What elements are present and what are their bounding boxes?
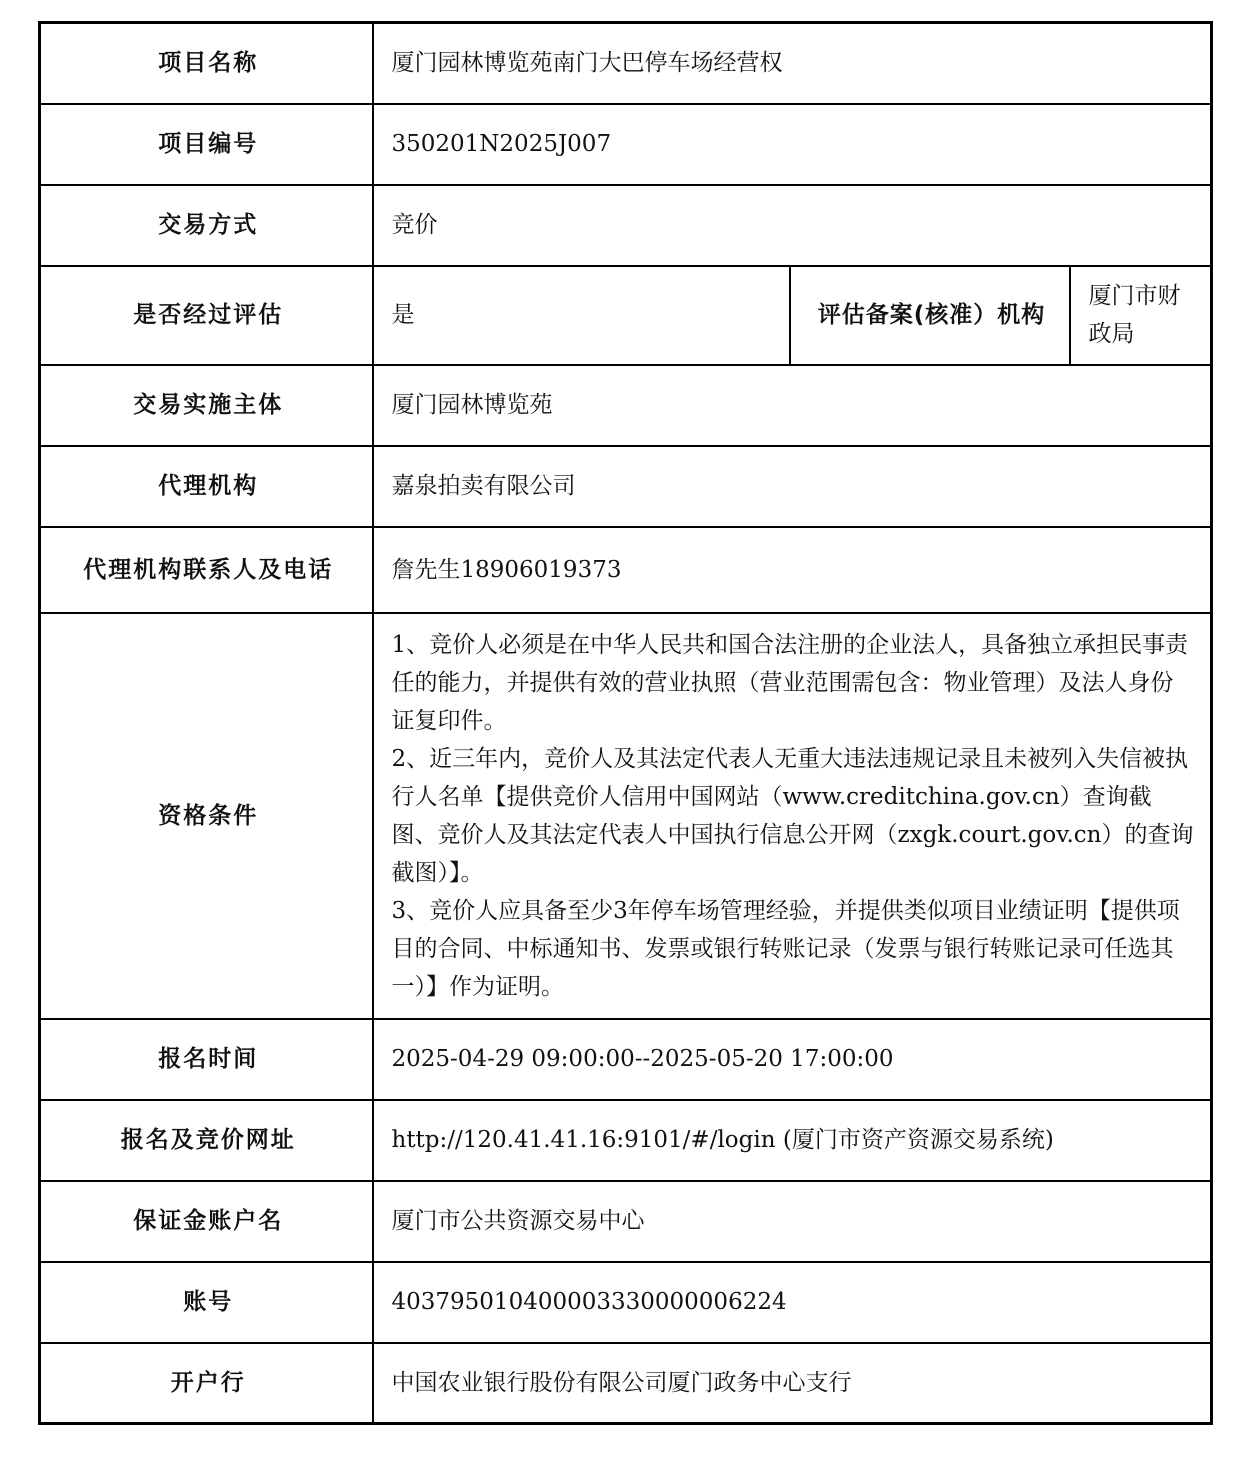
value-project-number: 350201N2025J007 [373,104,1212,185]
value-deposit-account-name: 厦门市公共资源交易中心 [373,1181,1212,1262]
value-bid-url: http://120.41.41.16:9101/#/login (厦门市资产资源交易系统) [373,1100,1212,1181]
value-project-name: 厦门园林博览苑南门大巴停车场经营权 [373,23,1212,104]
label-deposit-account-name: 保证金账户名 [40,1181,373,1262]
row-project-number [40,104,1212,185]
label-registration-time: 报名时间 [40,1019,373,1100]
row-agent-contact [40,527,1212,613]
row-deposit-account-name [40,1181,1212,1262]
label-project-name: 项目名称 [40,23,373,104]
value-evaluation-agency: 厦门市财政局 [1070,266,1212,365]
row-bank [40,1343,1212,1424]
label-project-number: 项目编号 [40,104,373,185]
label-evaluation-agency: 评估备案(核准）机构 [790,266,1070,365]
label-implementer: 交易实施主体 [40,365,373,446]
project-info-table [38,21,1213,1425]
value-implementer: 厦门园林博览苑 [373,365,1212,446]
value-evaluated: 是 [373,266,790,365]
row-evaluated [40,266,1212,365]
label-agent-contact: 代理机构联系人及电话 [40,527,373,613]
value-registration-time: 2025-04-29 09:00:00--2025-05-20 17:00:00 [373,1019,1212,1100]
row-implementer [40,365,1212,446]
label-agent: 代理机构 [40,446,373,527]
label-trade-method: 交易方式 [40,185,373,266]
value-agent: 嘉泉拍卖有限公司 [373,446,1212,527]
row-qualification [40,613,1212,1019]
qualification-item-2: 2、近三年内，竞价人及其法定代表人无重大违法违规记录且未被列入失信被执行人名单【提供竞价人信用中国网站（www.creditchina.gov.cn）查询截图、竞价人及其法定代表人中国执行信息公开网（zxgk.court.gov.cn）的查询截图）】。 [391,745,1194,886]
row-trade-method [40,185,1212,266]
label-bank: 开户行 [40,1343,373,1424]
row-registration-time [40,1019,1212,1100]
value-agent-contact: 詹先生18906019373 [373,527,1212,613]
value-bank: 中国农业银行股份有限公司厦门政务中心支行 [373,1343,1212,1424]
qualification-item-1: 1、竞价人必须是在中华人民共和国合法注册的企业法人，具备独立承担民事责任的能力，并提供有效的营业执照（营业范围需包含：物业管理）及法人身份证复印件。 [391,631,1189,734]
row-bid-url [40,1100,1212,1181]
row-project-name [40,23,1212,104]
qualification-item-3: 3、竞价人应具备至少3年停车场管理经验，并提供类似项目业绩证明【提供项目的合同、中标通知书、发票或银行转账记录（发票与银行转账记录可任选其一）】作为证明。 [391,897,1180,1000]
row-account-number [40,1262,1212,1343]
value-trade-method: 竞价 [373,185,1212,266]
value-account-number: 403795010400003330000006224 [373,1262,1212,1343]
label-bid-url: 报名及竞价网址 [40,1100,373,1181]
label-account-number: 账号 [40,1262,373,1343]
value-qualification [373,613,1212,1019]
label-qualification: 资格条件 [40,613,373,1019]
label-evaluated: 是否经过评估 [40,266,373,365]
row-agent [40,446,1212,527]
